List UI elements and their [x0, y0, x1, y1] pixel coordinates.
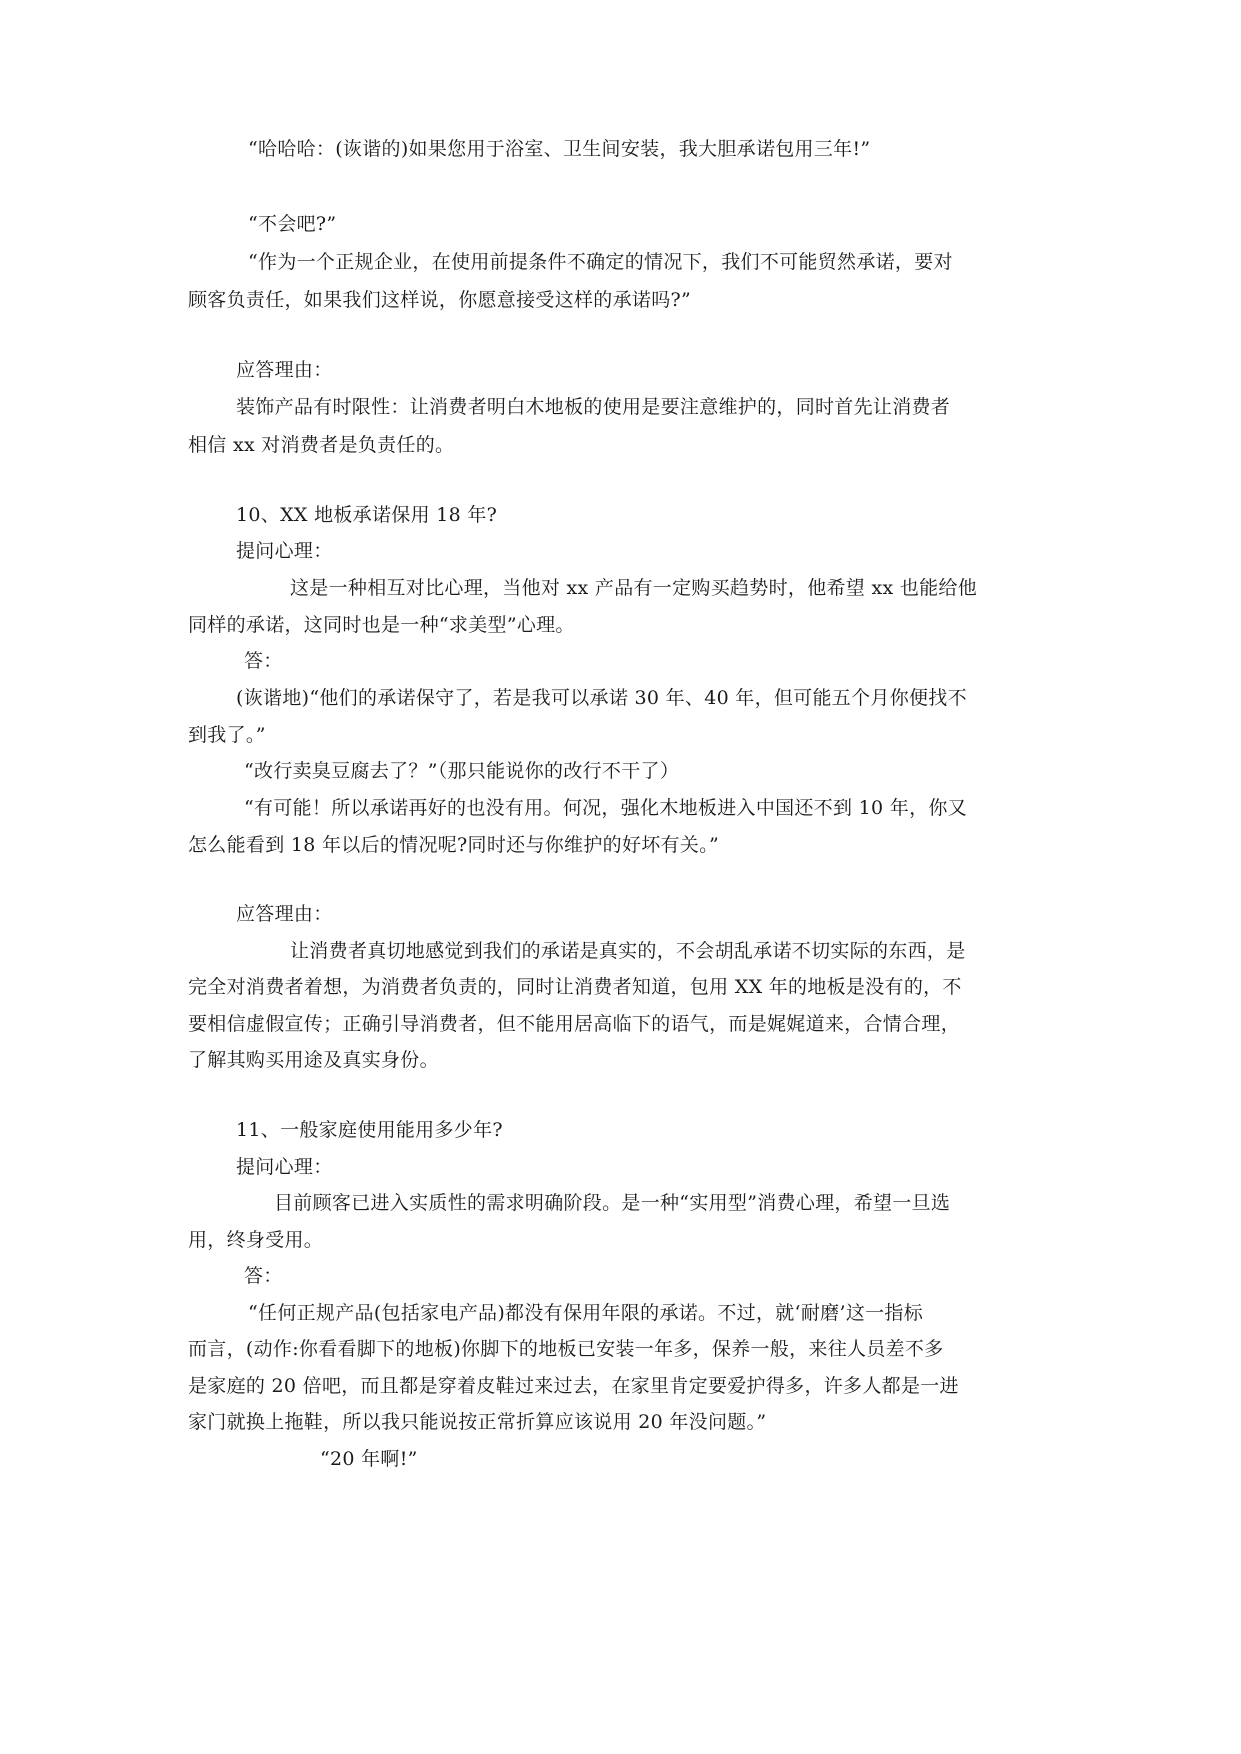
text-line: 目前顾客已进入实质性的需求明确阶段。是一种“实用型”消费心理，希望一旦选	[274, 1192, 951, 1214]
text-line: 同样的承诺，这同时也是一种“求美型”心理。	[188, 614, 575, 636]
text-line: “哈哈哈：(诙谐的)如果您用于浴室、卫生间安装，我大胆承诺包用三年!”	[248, 138, 871, 160]
text-line: 装饰产品有时限性：让消费者明白木地板的使用是要注意维护的，同时首先让消费者	[236, 396, 951, 418]
text-line: 让消费者真切地感觉到我们的承诺是真实的，不会胡乱承诺不切实际的东西，是	[290, 940, 966, 962]
answer-heading: 答：	[244, 1265, 283, 1287]
text-line: 而言，(动作:你看看脚下的地板)你脚下的地板已安装一年多，保养一般，来往人员差不多	[188, 1338, 944, 1360]
text-line: 顾客负责任，如果我们这样说，你愿意接受这样的承诺吗?”	[188, 289, 692, 311]
section-heading: 应答理由：	[236, 359, 333, 381]
text-line: 是家庭的 20 倍吧，而且都是穿着皮鞋过来过去，在家里肯定要爱护得多，许多人都是一进	[188, 1375, 959, 1397]
text-line: “有可能！所以承诺再好的也没有用。何况，强化木地板进入中国还不到 10 年，你又	[244, 797, 967, 819]
text-line: 要相信虚假宣传；正确引导消费者，但不能用居高临下的语气，而是娓娓道来，合情合理，	[188, 1013, 961, 1035]
text-line: 怎么能看到 18 年以后的情况呢?同时还与你维护的好坏有关。”	[188, 834, 719, 856]
section-heading: 应答理由：	[236, 903, 333, 925]
text-line: 用，终身受用。	[188, 1229, 324, 1251]
text-line: (诙谐地)“他们的承诺保守了，若是我可以承诺 30 年、40 年，但可能五个月你便找不	[236, 687, 967, 709]
text-line: “任何正规产品(包括家电产品)都没有保用年限的承诺。不过，就‘耐磨’这一指标	[248, 1302, 924, 1324]
text-line: 家门就换上拖鞋，所以我只能说按正常折算应该说用 20 年没问题。”	[188, 1411, 767, 1433]
text-line: “作为一个正规企业，在使用前提条件不确定的情况下，我们不可能贸然承诺，要对	[248, 251, 953, 273]
answer-heading: 答：	[244, 650, 283, 672]
question-heading: 11、一般家庭使用能用多少年?	[236, 1119, 503, 1141]
question-heading: 10、XX 地板承诺保用 18 年?	[236, 504, 498, 526]
text-line: “20 年啊!”	[320, 1448, 418, 1470]
text-line: 相信 xx 对消费者是负责任的。	[188, 434, 455, 456]
text-line: 完全对消费者着想，为消费者负责的，同时让消费者知道，包用 XX 年的地板是没有的，不	[188, 976, 962, 998]
text-line: “改行卖臭豆腐去了？”（那只能说你的改行不干了）	[244, 760, 680, 782]
section-heading: 提问心理：	[236, 540, 333, 562]
section-heading: 提问心理：	[236, 1156, 333, 1178]
text-line: “不会吧?”	[248, 213, 337, 235]
text-line: 了解其购买用途及真实身份。	[188, 1049, 439, 1071]
text-line: 这是一种相互对比心理，当他对 xx 产品有一定购买趋势时，他希望 xx 也能给他	[290, 577, 978, 599]
text-line: 到我了。”	[188, 724, 266, 746]
